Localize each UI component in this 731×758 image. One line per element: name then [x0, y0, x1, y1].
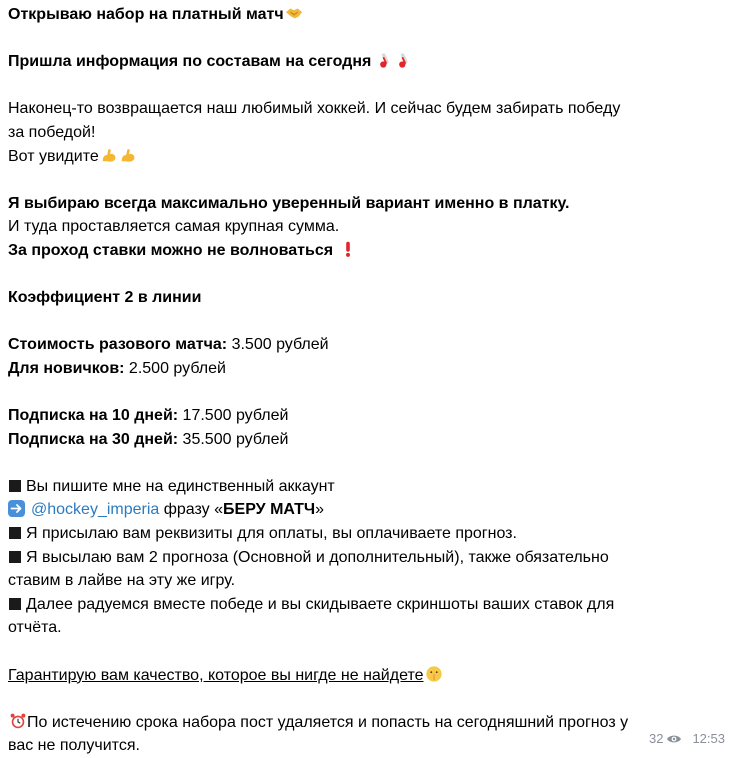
- view-count: 32: [648, 731, 664, 747]
- phrase-post: »: [315, 501, 325, 519]
- post-line-see: [8, 145, 723, 169]
- phrase-pre: фразу «: [159, 501, 224, 519]
- alarm-clock-icon: [9, 712, 27, 730]
- sub10-value: 17.500 рублей: [178, 407, 289, 425]
- eye-icon: [666, 733, 682, 745]
- step-3-cont: ставим в лайве на эту же игру.: [8, 572, 236, 590]
- post-line-choice: Я выбираю всегда максимально уверенный вариант именно в платку.: [8, 194, 570, 212]
- lineups-text: Пришла информация по составам на сегодня: [8, 53, 372, 71]
- flexed-biceps-icon: [100, 146, 118, 164]
- price-single: [8, 333, 723, 357]
- price-newbie: [8, 357, 723, 381]
- right-arrow-icon: [8, 500, 25, 517]
- step-2: [8, 522, 723, 546]
- subscription-30: [8, 428, 723, 452]
- handle-link[interactable]: @hockey_imperia: [31, 501, 160, 519]
- step-4: [8, 593, 723, 617]
- price-single-value: 3.500 рублей: [227, 336, 329, 354]
- post-line-lineups: [8, 50, 723, 74]
- shushing-face-icon: [425, 665, 443, 683]
- sub30-label: Подписка на 30 дней:: [8, 430, 179, 448]
- guarantee-line: [8, 664, 723, 688]
- price-newbie-value: 2.500 рублей: [124, 359, 226, 377]
- black-square-icon: [9, 551, 21, 563]
- step-4-cont: отчёта.: [8, 619, 62, 637]
- sub10-label: Подписка на 10 дней:: [8, 407, 179, 425]
- post-line-worry: [8, 239, 723, 263]
- post-line-odds: Коэффициент 2 в линии: [8, 289, 202, 307]
- post-time: 12:53: [692, 731, 725, 747]
- step-handle: [8, 498, 723, 522]
- phrase-bold: БЕРУ МАТЧ: [223, 501, 316, 519]
- post-line-victory: за победой!: [8, 123, 96, 141]
- flexed-biceps-icon: [119, 146, 137, 164]
- step-4-text: Далее радуемся вместе победе и вы скидываете скриншоты ваших ставок для: [26, 595, 615, 613]
- final-text: По истечению срока набора пост удаляется и попасть на сегодняшний прогноз у: [27, 713, 629, 731]
- step-3-text: Я высылаю вам 2 прогноза (Основной и дополнительный), также обязательно: [26, 548, 609, 566]
- step-1-text: Вы пишите мне на единственный аккаунт: [26, 477, 335, 495]
- sub30-value: 35.500 рублей: [178, 430, 289, 448]
- post-line-announce: [8, 3, 723, 27]
- black-square-icon: [9, 527, 21, 539]
- guarantee-text: Гарантирую вам качество, которое вы нигде не найдете: [8, 666, 424, 684]
- worry-text: За проход ставки можно не волноваться: [8, 241, 334, 259]
- thermometer-icon: [396, 51, 414, 69]
- black-square-icon: [9, 480, 21, 492]
- final-line-cont: вас не получится.: [8, 737, 140, 755]
- handshake-icon: [285, 4, 303, 22]
- thermometer-icon: [377, 51, 395, 69]
- step-1: [8, 475, 723, 499]
- black-square-icon: [9, 598, 21, 610]
- price-newbie-label: Для новичков:: [8, 359, 125, 377]
- post-line-hockey: Наконец-то возвращается наш любимый хоккей. И сейчас будем забирать победу: [8, 100, 621, 118]
- announce-text: Открываю набор на платный матч: [8, 6, 284, 23]
- post-line-amount: И туда проставляется самая крупная сумма.: [8, 218, 340, 236]
- step-3: [8, 546, 723, 570]
- red-exclamation-icon: [339, 240, 357, 258]
- post-meta: [649, 727, 725, 751]
- final-line: [8, 711, 723, 735]
- subscription-10: [8, 404, 723, 428]
- see-text: Вот увидите: [8, 147, 99, 165]
- step-2-text: Я присылаю вам реквизиты для оплаты, вы оплачиваете прогноз.: [26, 525, 517, 543]
- price-single-label: Стоимость разового матча:: [8, 336, 228, 354]
